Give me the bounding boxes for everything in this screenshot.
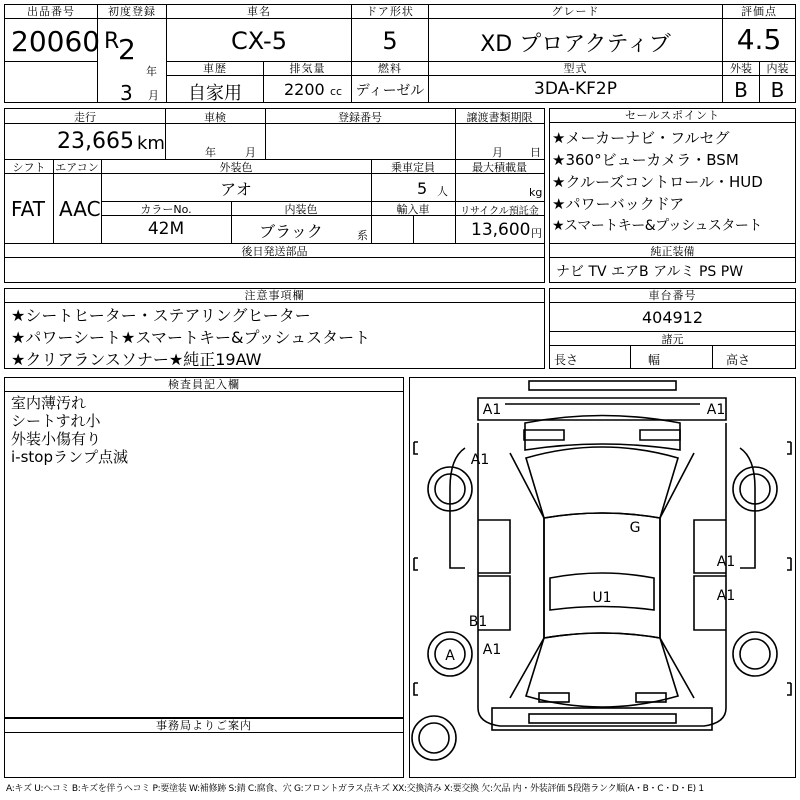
exterior-color-value: アオ	[220, 180, 252, 199]
length-label: 長さ	[554, 353, 579, 367]
notes-label: 注意事項欄	[5, 289, 544, 303]
model-code-label: 型式	[429, 62, 722, 76]
damage-mark: A1	[706, 402, 726, 418]
door-cell	[351, 4, 429, 62]
fuel-value: ディーゼル	[355, 83, 425, 99]
year-unit: 年	[146, 65, 157, 78]
car-diagram	[410, 378, 795, 777]
sales-point-item: ★パワーバックドア	[552, 195, 685, 213]
dimensions-label: 諸元	[661, 333, 684, 346]
interior-grade-label: 内装	[760, 62, 795, 76]
notes-panel	[4, 288, 545, 369]
history-cell	[166, 61, 264, 103]
lot-number-label: 出品番号	[5, 5, 97, 19]
aircon-label: エアコン	[55, 161, 99, 174]
kg-unit: kg	[529, 186, 543, 199]
damage-mark: A1	[716, 588, 736, 604]
inspection-month-unit: 月	[245, 146, 256, 159]
damage-mark: U1	[592, 590, 612, 606]
car-name-value: CX-5	[231, 27, 287, 55]
lot-number-cell	[4, 4, 101, 62]
grade-cell	[428, 4, 723, 62]
chassis-label: 車台番号	[550, 289, 795, 303]
chassis-value: 404912	[641, 308, 704, 327]
inspector-note: i-stopランプ点滅	[11, 448, 128, 466]
height-label: 高さ	[726, 353, 751, 367]
model-code-cell	[428, 61, 723, 103]
first-registration-cell	[97, 4, 167, 103]
first-registration-label: 初度登録	[98, 5, 166, 19]
damage-mark: G	[629, 520, 641, 536]
displacement-cell	[263, 61, 352, 103]
persons-unit: 人	[437, 185, 448, 198]
transfer-day-unit: 日	[530, 146, 541, 159]
color-no-value: 42M	[147, 219, 185, 239]
sales-point-item: ★クルーズコントロール・HUD	[552, 173, 763, 191]
plate-label: 登録番号	[338, 111, 382, 124]
damage-mark: B1	[468, 614, 488, 630]
car-diagram-panel	[409, 377, 796, 778]
mileage-value: 23,665	[57, 129, 134, 154]
interior-grade-cell	[759, 61, 796, 103]
exterior-grade-label: 外装	[723, 62, 759, 76]
inspector-note: 外装小傷有り	[11, 430, 102, 448]
office-label: 事務局よりご案内	[5, 719, 403, 733]
shift-value: FAT	[11, 197, 46, 221]
inspection-year-unit: 年	[205, 146, 216, 159]
genuine-equipment-value: ナビ TV エアB アルミ PS PW	[556, 264, 744, 280]
rear-window	[526, 633, 678, 707]
interior-color-value: ブラック	[259, 222, 323, 241]
footer-legend: A:キズ U:ヘコミ B:キズを伴うヘコミ P:要塗装 W:補修跡 S:錆 C:腐食、穴 G:フロントガラス点キズ XX:交換済み X:要交換 欠:欠品 内・外装評価 5段階ランク順(A・B・C・D・E) 1	[6, 784, 704, 794]
recycle-label: リサイクル預託金	[460, 206, 539, 217]
sales-points-list	[552, 127, 796, 237]
model-code-value: 3DA-KF2P	[534, 79, 617, 99]
fuel-label: 燃料	[352, 62, 428, 76]
damage-mark: A1	[482, 402, 502, 418]
genuine-equipment-label: 純正装備	[650, 245, 695, 258]
width-label: 幅	[648, 353, 661, 367]
windshield	[526, 447, 678, 518]
aircon-value: AAC	[59, 197, 101, 221]
door-value: 5	[382, 27, 398, 55]
sales-point-item: ★メーカーナビ・フルセグ	[552, 129, 730, 147]
inspector-panel	[4, 377, 404, 718]
interior-grade-value: B	[770, 78, 785, 102]
score-value: 4.5	[736, 23, 782, 56]
later-parts-label: 後日発送部品	[241, 245, 308, 258]
registration-month: 3	[120, 81, 133, 105]
transfer-month-unit: 月	[492, 146, 503, 159]
inspector-note: 室内薄汚れ	[11, 394, 87, 412]
score-cell	[722, 4, 796, 62]
shift-label: シフト	[12, 161, 46, 174]
era-label: R	[104, 29, 120, 54]
color-suffix: 系	[357, 229, 368, 242]
sales-point-item: ★360°ビューカメラ・BSM	[552, 151, 739, 169]
chassis-panel	[549, 288, 796, 369]
front-bumper	[529, 381, 676, 390]
exterior-color-label: 外装色	[219, 161, 253, 174]
history-value: 自家用	[188, 83, 242, 104]
note-item: ★パワーシート★スマートキー&プッシュスタート	[11, 328, 371, 347]
transfer-deadline-label: 譲渡書類期限	[466, 111, 533, 124]
rear-bumper	[529, 714, 676, 723]
yen-unit: 円	[531, 227, 542, 240]
inspector-label: 検査員記入欄	[5, 378, 403, 392]
note-item: ★クリアランスソナー★純正19AW	[11, 350, 262, 369]
mileage-label: 走行	[74, 111, 96, 124]
car-name-cell	[166, 4, 352, 62]
interior-color-label: 内装色	[284, 203, 318, 216]
displacement-value: 2200	[284, 80, 325, 99]
inspector-note: シートすれ小	[11, 412, 101, 430]
fuel-cell	[351, 61, 429, 103]
body-outline	[478, 423, 726, 726]
import-label: 輸入車	[396, 203, 430, 216]
recycle-value: 13,600	[471, 220, 531, 240]
right-doors	[694, 520, 726, 630]
office-panel	[4, 718, 404, 778]
history-label: 車歴	[167, 62, 263, 76]
note-item: ★シートヒーター・ステアリングヒーター	[11, 306, 311, 325]
damage-mark: A	[445, 648, 455, 664]
max-load-label: 最大積載量	[472, 161, 527, 174]
grade-label: グレード	[429, 5, 722, 19]
sales-point-item: ★スマートキー&プッシュスタート	[552, 218, 762, 234]
capacity-value: 5	[417, 179, 428, 198]
month-unit: 月	[148, 89, 159, 102]
color-no-label: カラーNo.	[140, 203, 192, 216]
sales-points-label: セールスポイント	[550, 109, 795, 123]
vehicle-details-block	[4, 108, 545, 283]
exterior-grade-cell	[722, 61, 760, 103]
damage-mark: A1	[482, 642, 502, 658]
damage-mark: A1	[716, 554, 736, 570]
cc-unit: cc	[330, 85, 343, 98]
car-name-label: 車名	[167, 5, 351, 19]
damage-mark: A1	[470, 452, 490, 468]
front-panel	[478, 398, 726, 420]
grade-value: XD プロアクティブ	[480, 32, 671, 57]
door-label: ドア形状	[352, 5, 428, 19]
inspection-label: 車検	[204, 111, 226, 124]
km-unit: km	[137, 133, 165, 154]
capacity-label: 乗車定員	[391, 161, 435, 174]
exterior-grade-value: B	[734, 78, 748, 102]
displacement-label: 排気量	[264, 62, 351, 76]
registration-year: 2	[118, 33, 136, 66]
lot-number-blank	[4, 61, 98, 103]
lot-number-value: 20060	[11, 25, 101, 58]
score-label: 評価点	[723, 5, 795, 19]
